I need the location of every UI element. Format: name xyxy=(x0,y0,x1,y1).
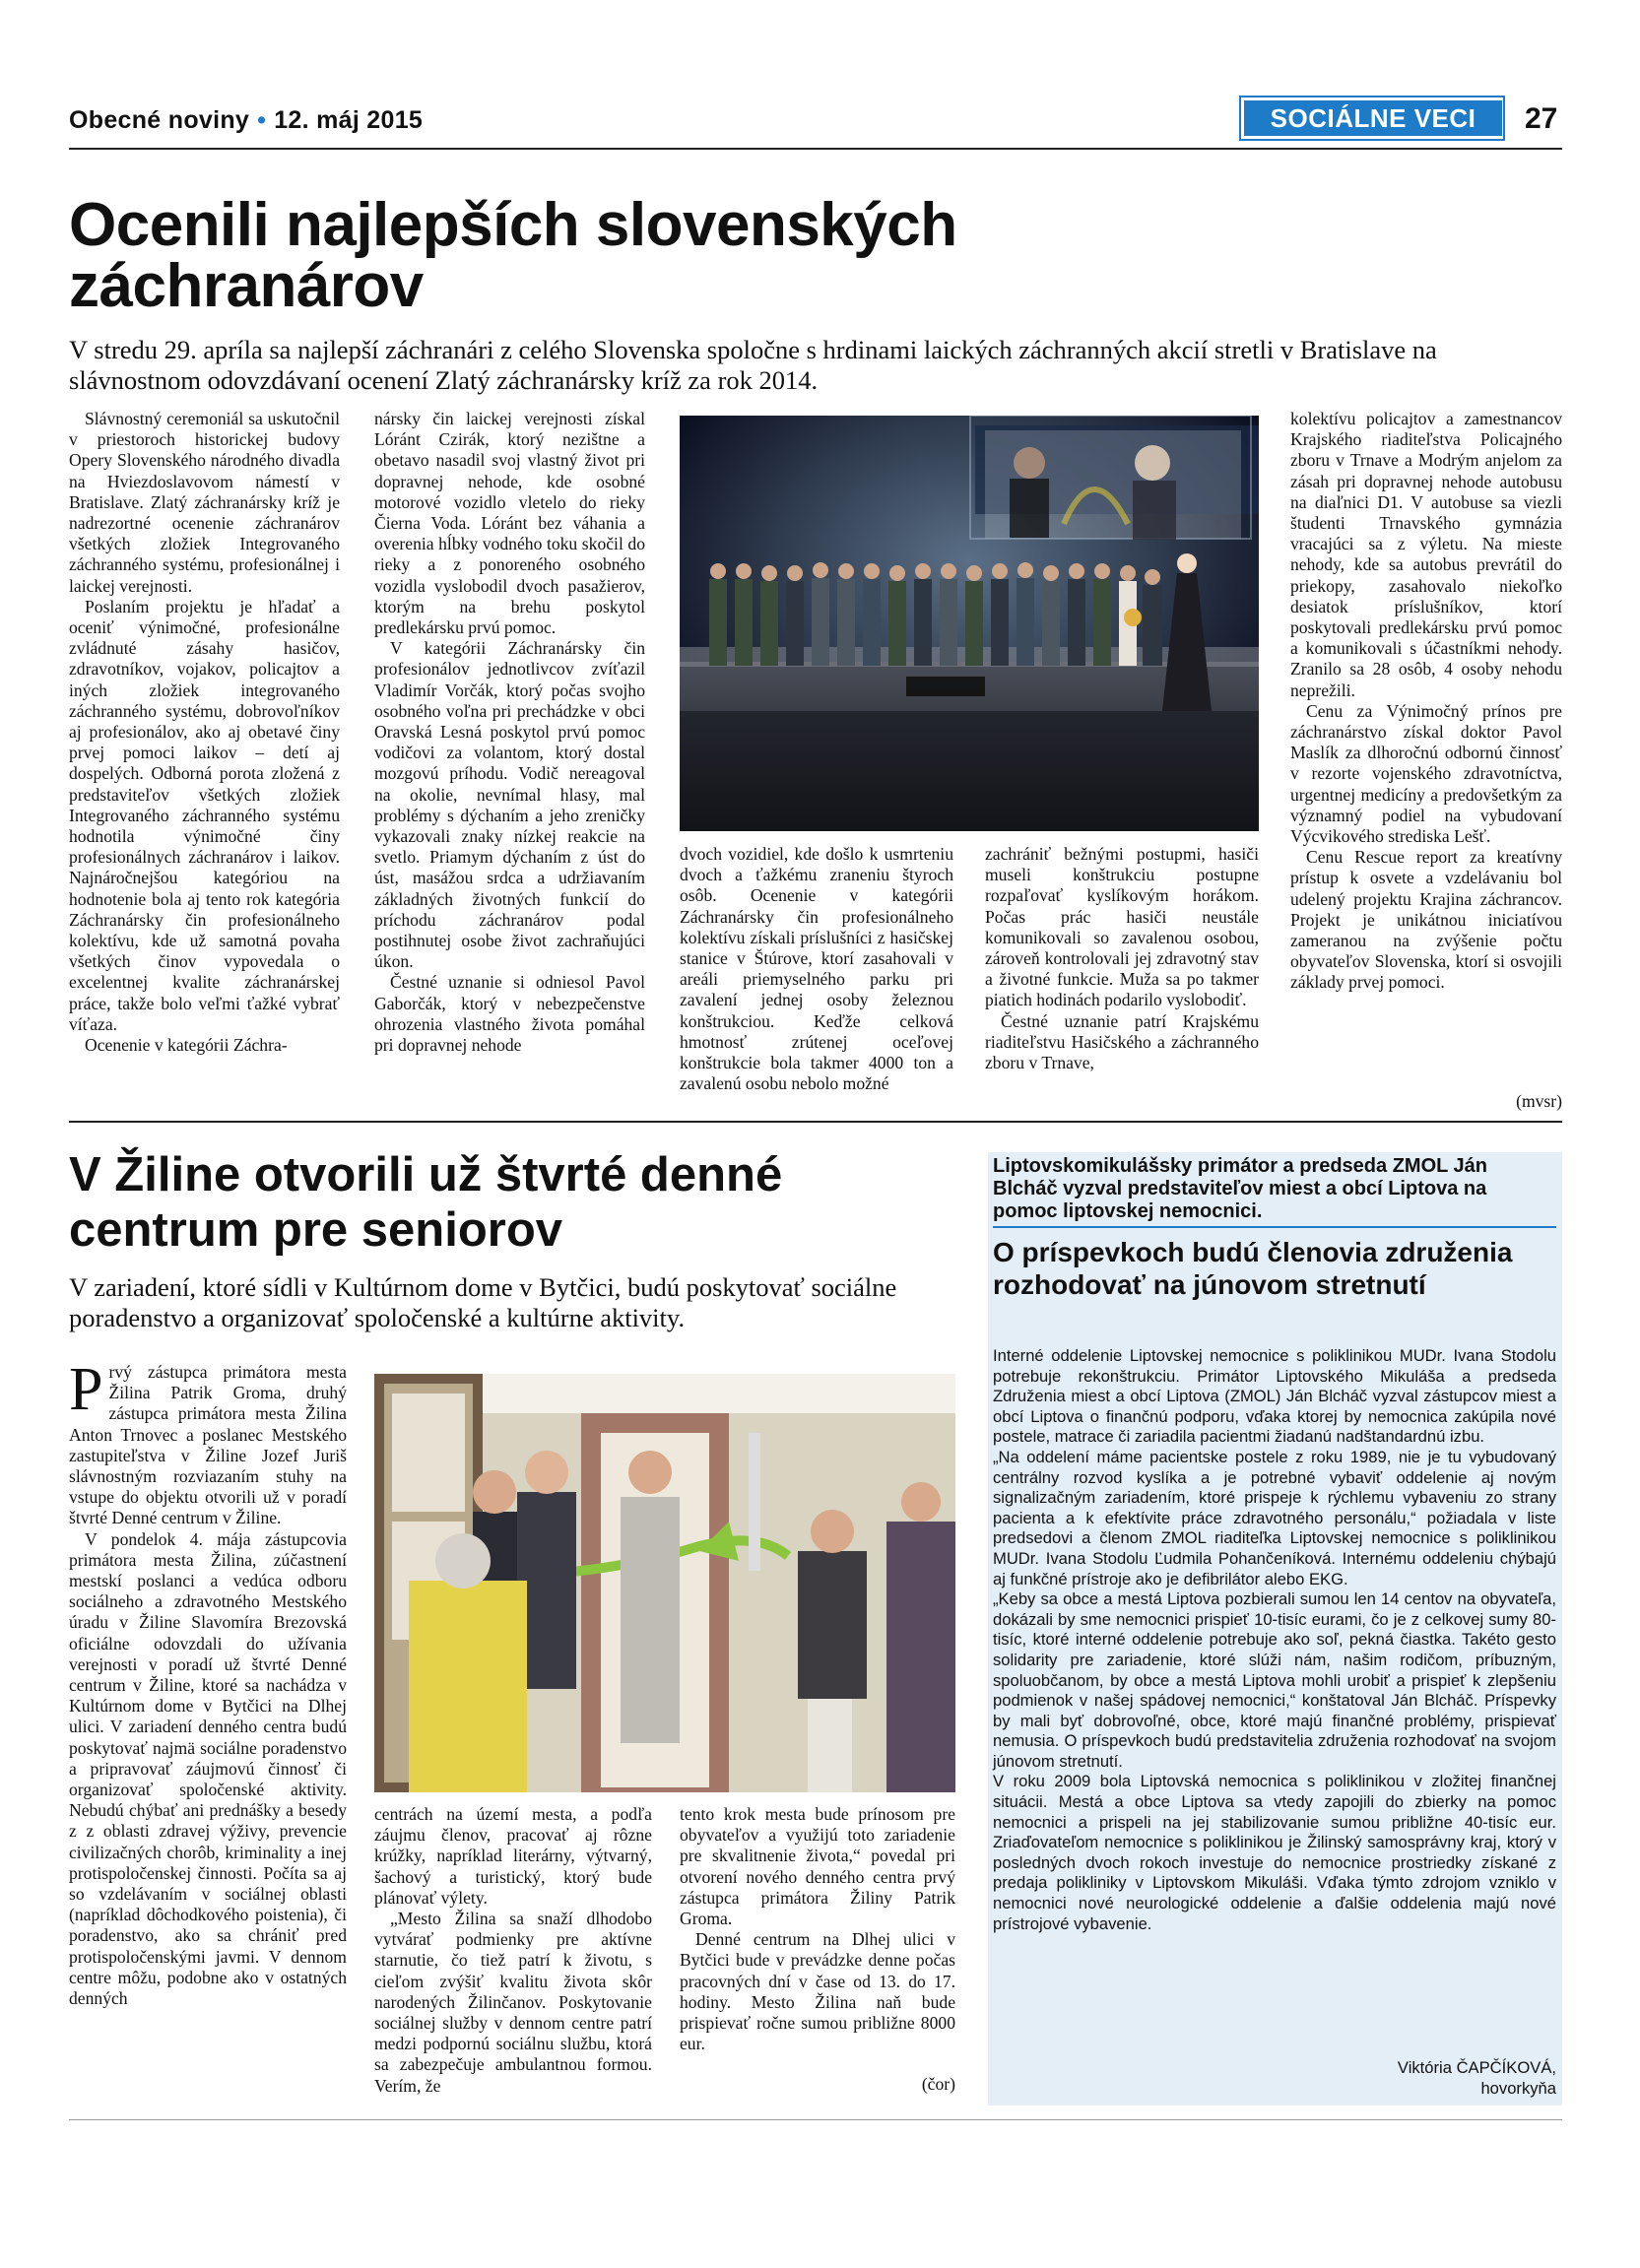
paragraph: tento krok mesta bude prínosom pre obyvateľov a využijú toto zariadenie pre skvalitnenie života,“ povedal pri otvorení nového denného centra prvý zástupca primátora Žiliny Patrik Groma. xyxy=(680,1804,955,1929)
paragraph: V roku 2009 bola Liptovská nemocnica s poliklinikou v zložitej finančnej situácii. Mestá a obce Liptova sa vtedy zapojili do zbierky na pomoc nemocnici a prispeli na jej stabilizovanie sumou približne 40-tisíc eur. Zriaďovateľom nemocnice s poliklinikou je Žilinský samosprávny kraj, ktorý v posledných dvoch rokoch investuje do nemocnice prostriedky získané z predaja polikliniky v Liptovskom Mikuláši. Vďaka týmto zdrojom vzniklo v nemocnici nové neurologické oddelenie a ďalšie oddelenia majú nové prístrojové vybavenie. xyxy=(993,1772,1556,1933)
sidebar-title: O príspevkoch budú členovia združenia rozhodovať na júnovom stretnutí xyxy=(993,1237,1513,1300)
article-divider xyxy=(69,1121,1562,1123)
article1-lead: V stredu 29. apríla sa najlepší záchranári z celého Slovenska spoločne s hrdinami laických záchranných akcií stretli v Bratislave na slávnostnom odovzdávaní ocenení Zlatý záchranársky kríž za rok 2014. xyxy=(69,335,1437,395)
article2-title: V Žiline otvorili už štvrté denné centrum pre seniorov xyxy=(69,1148,783,1257)
masthead xyxy=(69,106,423,135)
article1-column-3 xyxy=(680,844,953,1094)
issue-date: 12. máj 2015 xyxy=(274,106,424,134)
paragraph: V kategórii Záchranársky čin profesionálov jednotlivcov zvíťazil Vladimír Vorčák, ktorý počas svojho osobného voľna pri prechádzke v obci Oravská Lesná poskytol prvú pomoc vodičovi za volantom, ktorý dostal mozgovú príhodu. Vodič nereagoval na okolie, nevnímal hlasy, mal problémy s dýchaním a jeho zreničky vykazovali znaky nízkej reakcie na svetlo. Priamym dýchaním z úst do úst, masážou srdca a udržiavaním základných životných funkcií do príchodu záchranárov podal postihnutej osobe život zachraňujúci úkon. xyxy=(374,638,645,972)
paragraph: „Na oddelení máme pacientske postele z roku 1989, nie je tu vybudovaný centrálny rozvod kyslíka a je potrebné vybaviť oddelenie aj novým signalizačným zariadením, ktoré prispeje k rýchlemu vybaveniu zo strany pacienta a k efektívite práce zdravotného personálu,“ požiadala v liste predsedovi a členom ZMOL riaditeľka Liptovskej nemocnice s poliklinikou MUDr. Ivana Stodolu Ľudmila Pohančeníková. Internému oddeleniu chýbajú aj funkčné prístroje ako je defibrilátor alebo EKG. xyxy=(993,1447,1556,1588)
paragraph: centrách na území mesta, a podľa záujmu členov, pracovať aj rôzne krúžky, napríklad literárny, výtvarný, šachový a turistický, ktorý bude plánovať výlety. xyxy=(374,1804,652,1908)
paragraph: zachrániť bežnými postupmi, hasiči museli konštrukciu postupne rozpaľovať kyslíkovým horákom. Počas prác hasiči neustále komunikovali so zavalenou osobou, zároveň kontrolovali jej zdravotný stav a životné funkcie. Muža sa po takmer piatich hodinách podarilo vyslobodiť. xyxy=(985,844,1259,1010)
first-paragraph xyxy=(69,1356,347,1529)
paragraph: „Mesto Žilina sa snaží dlhodobo vytvárať podmienky pre aktívne starnutie, čo tiež patrí k životu, s cieľom zvýšiť kvalitu života skôr narodených Žilinčanov. Poskytovanie sociálnej služby v dennom centre patrí medzi podpornú sociálnu službu, ktorá sa zabezpečuje ambulantnou formou. Verím, že xyxy=(374,1909,652,2096)
article1-column-5 xyxy=(1290,409,1562,994)
paragraph: Čestné uznanie si odniesol Pavol Gaborčák, ktorý v nebezpečenstve ohrozenia vlastného života pomáhal pri dopravnej nehode xyxy=(374,972,645,1056)
sidebar-rule xyxy=(993,1226,1556,1228)
footer-rule xyxy=(69,2119,1562,2120)
signature-name: Viktória ČAPČÍKOVÁ, xyxy=(1397,2058,1556,2077)
paragraph: V pondelok 4. mája zástupcovia primátora mesta Žilina, zúčastnení mestskí poslanci a vedúca odboru sociálneho a zdravotného Mestského úradu v Žiline Slavomíra Brezovská oficiálne odovzdali do užívania verejnosti v poradí už štvrté Denné centrum v Žiline, ktoré sa nachádza v Kultúrnom dome v Bytčici na Dlhej ulici. V zariadení denného centra budú poskytovať najmä sociálne poradenstvo a pripravovať záujmovú činnosť či organizovať spoločenské aktivity. Nebudú chýbať ani prednášky a besedy z z oblasti zdravej výživy, prevencie civilizačných chorôb, kriminality a inej protispoločenskej činnosti. Počíta sa aj so vzdelávaním v sociálnej oblasti (napríklad dôchodkového poistenia), či poradenstvo, ako sa chrániť pred protispoločenskými javmi. V dennom centre môžu, podobne ako v ostatných denných xyxy=(69,1528,347,2009)
article1-byline: (mvsr) xyxy=(1516,1091,1562,1111)
paragraph: Slávnostný ceremoniál sa uskutočnil v priestoroch historickej budovy Opery Slovenského národného divadla na Hviezdoslavovom námestí v Bratislave. Zlatý záchranársky kríž je nadrezortné ocenenie záchranárov všetkých zložiek Integrovaného záchranného systému, profesionálnej i laickej verejnosti. xyxy=(69,409,340,596)
paragraph: Poslaním projektu je hľadať a oceniť výnimočné, profesionálne zvládnuté zásahy hasičov, zdravotníkov, vojakov, policajtov a iných zložiek integrovaného záchranného systému, dobrovoľníkov aj profesionálov, ako aj obetavé činy prvej pomoci laikov – detí aj dospelých. Odborná porota zložená z predstaviteľov všetkých zložiek Integrovaného záchranného systému hodnotila výnimočné činy profesionálnych záchranárov i laikov. Najnáročnejšou kategóriou na hodnotenie bola aj tento rok kategória Záchranársky čin profesionálneho kolektívu, kde už samotná povaha všetkých činov vypovedala o excelentnej kvalite záchranárskej práce, takže bolo veľmi ťažké vybrať víťaza. xyxy=(69,596,340,1034)
sidebar-signature xyxy=(1280,2058,1556,2099)
ceremony-photo xyxy=(680,416,1259,831)
header-rule xyxy=(69,148,1562,150)
drop-cap: P xyxy=(69,1356,103,1423)
article2-lead: V zariadení, ktoré sídli v Kultúrnom dome v Bytčici, budú poskytovať sociálne poradenstvo a organizovať spoločenské a kultúrne aktivity. xyxy=(69,1272,897,1332)
sidebar-kicker: Liptovskomikulášsky primátor a predseda ZMOL Ján Blcháč vyzval predstaviteľov miest a obcí Liptova na pomoc liptovskej nemocnici. xyxy=(993,1155,1488,1222)
page-number: 27 xyxy=(1525,102,1558,135)
paragraph: Čestné uznanie patrí Krajskému riaditeľstvu Hasičského a záchranného zboru v Trnave, xyxy=(985,1010,1259,1073)
section-label: SOCIÁLNE VECI xyxy=(1244,100,1502,136)
article2-byline: (čor) xyxy=(921,2074,955,2094)
paragraph: Ocenenie v kategórii Záchra- xyxy=(85,1035,288,1056)
paragraph-text: rvý zástupca primátora mesta Žilina Patrik Groma, druhý zástupca primátora mesta Žilina Anton Trnovec a poslanec Mestského zastupiteľstva v Žiline Jozef Juriš slávnostným rozviazaním stuhy na vstupe do objektu otvorili už v poradí štvrté Denné centrum v Žiline. xyxy=(69,1362,347,1528)
paragraph: Denné centrum na Dlhej ulici v Bytčici bude v prevádzke denne počas pracovných dní v čase od 13. do 17. hodiny. Mesto Žilina naň bude prispievať ročne sumou približne 8000 eur. xyxy=(680,1929,955,2054)
article1-title: Ocenili najlepších slovenských záchranárov xyxy=(69,191,957,320)
article1-column-4 xyxy=(985,844,1259,1073)
article1-column-1 xyxy=(69,409,340,1056)
separator-dot: • xyxy=(257,106,267,134)
paragraph: Cenu za Výnimočný prínos pre záchranárstvo získal doktor Pavol Maslík za dlhoročnú odbornú činnosť v rezorte vojenského zdravotníctva, urgentnej medicíny a predovšetkým za významný podiel na vybudovaní Výcvikového strediska Lešť. xyxy=(1290,700,1562,847)
paragraph: Interné oddelenie Liptovskej nemocnice s poliklinikou MUDr. Ivana Stodolu potrebuje rekonštrukciu. Primátor Liptovského Mikuláša a predseda Združenia miest a obcí Liptova (ZMOL) Ján Blcháč vyzval zástupcov miest a obcí Liptova o finančnú podporu, vďaka ktorej by nemocnica zakúpila nové postele, matrace či zariadila pacientmi žiadanú nadštandardnú izbu. xyxy=(993,1346,1556,1447)
ribbon-cutting-photo xyxy=(374,1374,955,1792)
paragraph: nársky čin laickej verejnosti získal Lóránt Czirák, ktorý nezištne a obetavo nasadil svoj vlastný život pri dopravnej nehode, kde osobné motorové vozidlo vletelo do rieky Čierna Voda. Lóránt bez váhania a overenia hĺbky vodného toku skočil do rieky a z ponoreného osobného vozidla vyslobodil dvoch pasažierov, ktorým na brehu poskytol predlekársku prvú pomoc. xyxy=(374,409,645,638)
paragraph: „Keby sa obce a mestá Liptova pozbierali sumou len 14 centov na obyvateľa, dokázali by sme nemocnici prispieť 10-tisíc eurami, čo je z celkovej sumy 80-tisíc, ktoré interné oddelenie potrebuje ako soľ, pekná čiastka. Takéto gesto solidarity pre zariadenie, ktoré slúži nám, našim rodičom, príbuzným, spoluobčanom, by obce a mestá Liptova mohli urobiť a prispieť k zlepšeniu podmienok v našej spádovej nemocnici,“ konštatoval Ján Blcháč. Príspevky by mali byť dobrovoľné, obce, ktoré majú finančné problémy, prispievať nemusia. O príspevkoch budú predstavitelia združenia rozhodovať na svojom júnovom stretnutí. xyxy=(993,1589,1556,1771)
article2-column-2 xyxy=(374,1804,652,2097)
paragraph: kolektívu policajtov a zamestnancov Krajského riaditeľstva Policajného zboru v Trnave a Modrým anjelom za zásah pri dopravnej nehode autobusu na diaľnici D1. V autobuse sa viezli študenti Trnavského gymnázia vracajúci sa z výletu. Na mieste nehody, kde sa autobus prevrátil do priekopy, zasahovalo niekoľko desiatok príslušníkov, ktorí poskytovali predlekársku prvú pomoc a komunikovali s účastníkmi nehody. Zranilo sa 28 osôb, 4 osoby nehodu neprežili. xyxy=(1290,409,1562,700)
paragraph: dvoch vozidiel, kde došlo k usmrteniu dvoch a ťažkému zraneniu štyroch osôb. Ocenenie v kategórii Záchranársky čin profesionálneho kolektívu získali príslušníci z hasičskej stanice v Štúrove, ktorí zasahovali v areáli priemyselného parku pri zavalení jednej osoby železnou konštrukciou. Keďže celková hmotnosť zrútenej oceľovej konštrukcie bola takmer 4000 ton a zavalenú osobu nebolo možné xyxy=(680,844,953,1094)
paper-name: Obecné noviny xyxy=(69,106,250,134)
article2-column-3 xyxy=(680,1804,955,2054)
sidebar-body xyxy=(993,1346,1556,1934)
article2-column-1 xyxy=(69,1356,347,2009)
paragraph: Cenu Rescue report za kreatívny prístup k osvete a vzdelávaniu bol udelený projektu Krajina záchrancov. Projekt je unikátnou iniciatívou zameranou na zvýšenie počtu obyvateľov Slovenska, ktorí si osvojili základy prvej pomoci. xyxy=(1290,847,1562,993)
article1-column-2 xyxy=(374,409,645,1056)
signature-role: hovorkyňa xyxy=(1480,2078,1556,2098)
